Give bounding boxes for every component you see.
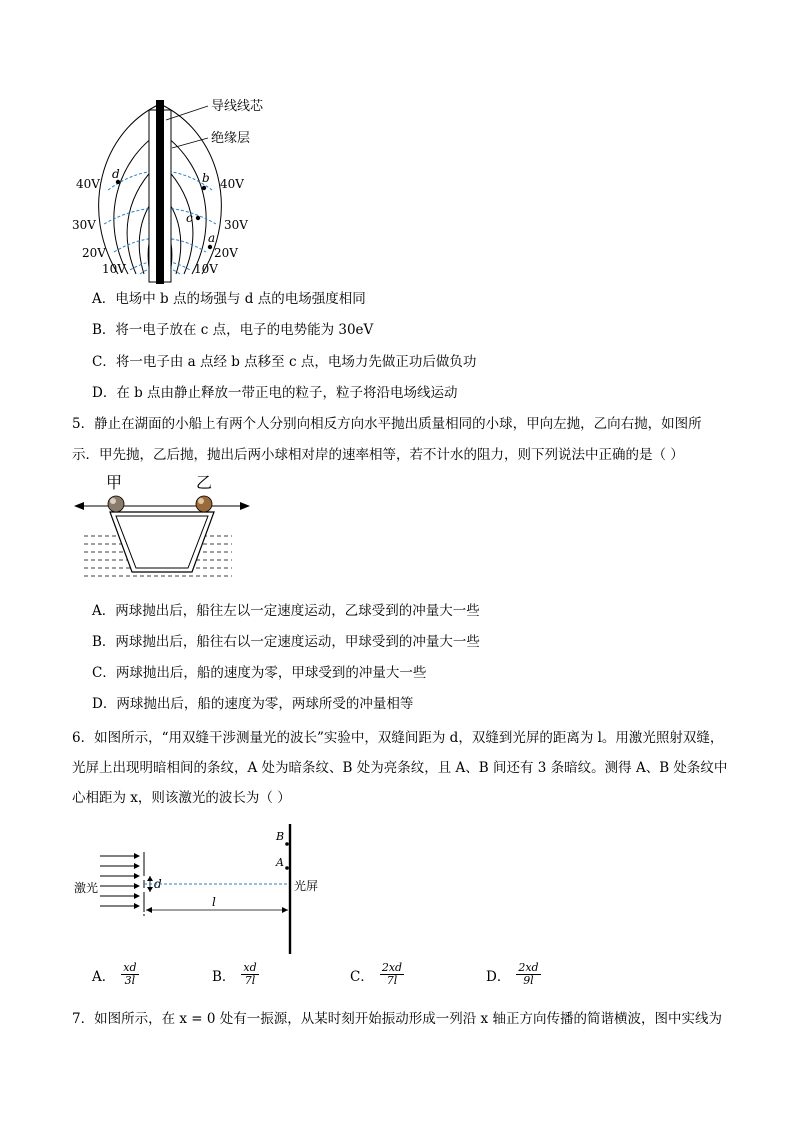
q6-stem-line3: 心相距为 x，则该激光的波长为（ ） [72, 790, 291, 806]
point-a [208, 245, 212, 249]
svg-text:激光: 激光 [74, 881, 99, 895]
wire-field-figure [70, 92, 290, 292]
svg-text:40V: 40V [220, 177, 244, 191]
svg-text:30V: 30V [224, 218, 248, 232]
svg-text:a: a [208, 231, 216, 245]
q6-option-b: B． $\frac{xd}{7l}$ [212, 961, 257, 987]
svg-text:A: A [276, 856, 284, 869]
q5-stem-line2: 示．甲先抛，乙后抛，抛出后两小球相对岸的速率相等，若不计水的阻力，则下列说法中正确的是（ ） [72, 447, 684, 463]
svg-text:光屏: 光屏 [294, 879, 319, 893]
svg-text:甲: 甲 [106, 473, 123, 492]
label-core: 导线线芯 [211, 99, 264, 114]
svg-text:B: B [276, 830, 285, 843]
q5-option-b: B．两球抛出后，船往右以一定速度运动，甲球受到的冲量大一些 [92, 634, 480, 650]
q6-stem-line2: 光屏上出现明暗相间的条纹，A 处为暗条纹、B 处为亮条纹，且 A、B 间还有 3 条暗纹。测得 A、B 处条纹中 [72, 760, 728, 776]
q6-stem-line1: 6．如图所示，“用双缝干涉测量光的波长”实验中，双缝间距为 d，双缝到光屏的距离为 l。用激光照射双缝， [72, 730, 724, 746]
svg-text:乙: 乙 [196, 473, 213, 492]
q5-option-a: A．两球抛出后，船往左以一定速度运动，乙球受到的冲量大一些 [92, 603, 480, 619]
svg-text:10V: 10V [194, 262, 218, 276]
q4-option-b: B．将一电子放在 c 点，电子的电势能为 30eV [92, 322, 374, 338]
q5-option-c: C．两球抛出后，船的速度为零，甲球受到的冲量大一些 [92, 665, 427, 681]
point-b [202, 186, 206, 190]
q5-option-d: D．两球抛出后，船的速度为零，两球所受的冲量相等 [92, 696, 414, 712]
svg-text:20V: 20V [214, 246, 238, 260]
svg-text:d: d [154, 877, 162, 891]
svg-text:b: b [202, 171, 210, 185]
wire-core [156, 100, 164, 284]
point-c [196, 216, 200, 220]
ball-yi [196, 496, 212, 512]
q4-option-a: A．电场中 b 点的场强与 d 点的电场强度相同 [92, 291, 366, 307]
svg-text:10V: 10V [102, 262, 126, 276]
q6-option-d: D． $\frac{2xd}{9l}$ [486, 961, 539, 987]
q5-stem-line1: 5．静止在湖面的小船上有两个人分别向相反方向水平抛出质量相同的小球，甲向左抛，乙向右抛，如图所 [72, 416, 702, 432]
svg-text:40V: 40V [76, 177, 100, 191]
svg-text:30V: 30V [72, 218, 96, 232]
point-B [285, 842, 289, 846]
q6-option-c: C． $\frac{2xd}{7l}$ [350, 961, 403, 987]
q4-option-d: D．在 b 点由静止释放一带正电的粒子，粒子将沿电场线运动 [92, 385, 458, 401]
svg-text:c: c [186, 211, 193, 225]
q4-option-c: C．将一电子由 a 点经 b 点移至 c 点，电场力先做正功后做负功 [92, 354, 477, 370]
point-A [285, 866, 289, 870]
double-slit-figure [72, 822, 332, 956]
svg-text:d: d [112, 167, 120, 181]
q7-stem-line1: 7．如图所示，在 x = 0 处有一振源，从某时刻开始振动形成一列沿 x 轴正方向传播的简谐横波，图中实线为 [72, 1011, 722, 1027]
svg-text:20V: 20V [82, 246, 106, 260]
boat-figure [72, 468, 252, 588]
q6-option-a: A． $\frac{xd}{3l}$ [92, 961, 137, 987]
ball-jia [108, 496, 124, 512]
label-insulation: 绝缘层 [211, 131, 251, 146]
svg-text:l: l [212, 895, 216, 909]
